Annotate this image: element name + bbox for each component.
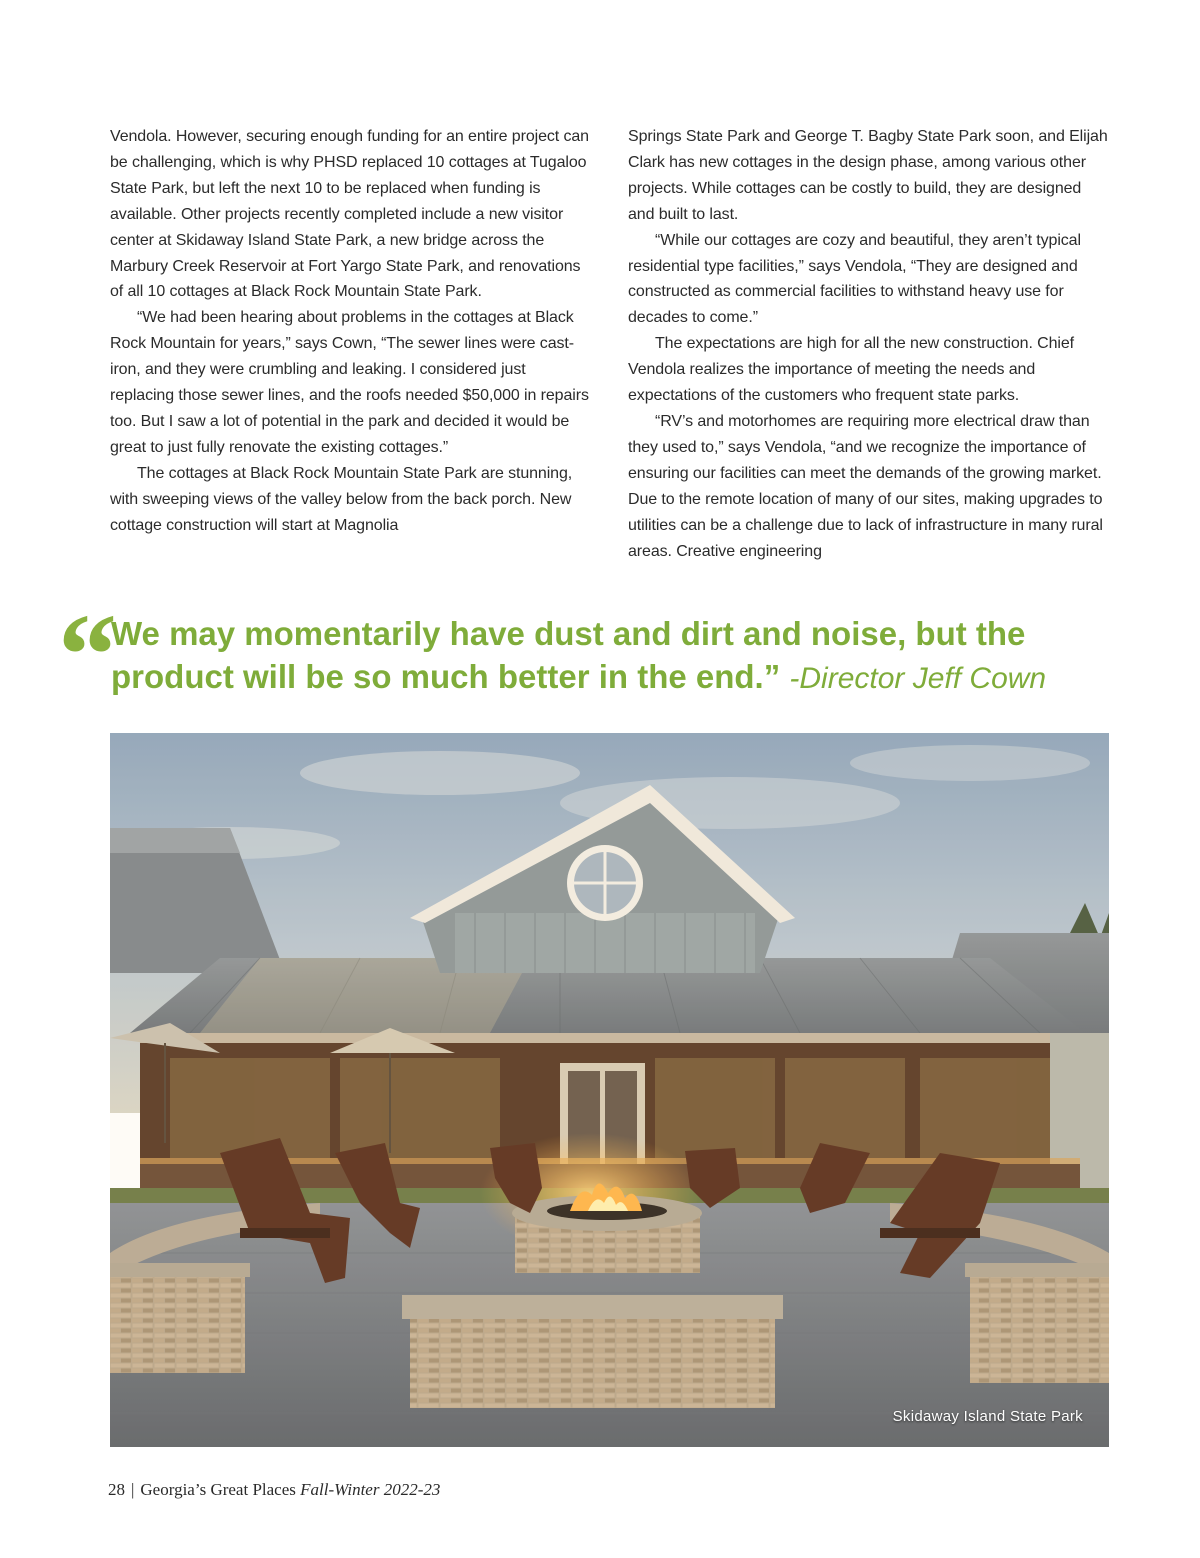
quote-mark-icon: “	[58, 589, 117, 720]
magazine-title: Georgia’s Great Places	[140, 1480, 296, 1499]
article-column-right	[628, 124, 1110, 564]
article-paragraph: The cottages at Black Rock Mountain State Park are stunning, with sweeping views of the valley below from the back porch. New cottage construction will start at Magnolia	[110, 464, 573, 534]
page-number: 28	[108, 1480, 125, 1499]
pull-quote-text	[111, 612, 1111, 700]
article-paragraph: Springs State Park and George T. Bagby State Park soon, and Elijah Clark has new cottages in the design phase, among various other projects. While cottages can be costly to build, they are designed and built to last.	[628, 128, 1108, 223]
article-paragraph: Vendola. However, securing enough funding for an entire project can be challenging, which is why PHSD replaced 10 cottages at Tugaloo State Park, but left the next 10 to be replaced when funding is available. Other projects recently completed include a new visitor center at Skidaway Island State Park, a new bridge across the Marbury Creek Reservoir at Fort Yargo State Park, and renovations of all 10 cottages at Black Rock Mountain State Park.	[110, 128, 589, 301]
park-photo	[110, 733, 1109, 1447]
park-photo-illustration	[110, 733, 1109, 1447]
footer-separator: |	[131, 1480, 135, 1499]
article-paragraph: “RV’s and motorhomes are requiring more electrical draw than they used to,” says Vendola, “and we recognize the importance of ensuring our facilities can meet the demands of the growing market. Due to the remote location of many of our sites, making upgrades to utilities can be a challenge due to lack of infrastructure in many rural areas. Creative engineering	[628, 412, 1103, 560]
article-paragraph: “While our cottages are cozy and beautiful, they aren’t typical residential type facilities,” says Vendola, “They are designed and constructed as commercial facilities to withstand heavy use for decades to come.”	[628, 231, 1081, 327]
pull-quote-attribution: -Director Jeff Cown	[789, 662, 1047, 695]
article-column-left	[110, 124, 592, 539]
article-paragraph: “We had been hearing about problems in the cottages at Black Rock Mountain for years,” says Cown, “The sewer lines were cast-iron, and they were crumbling and leaking. I considered just replacing those sewer lines, and the roofs needed $50,000 in repairs too. But I saw a lot of potential in the park and decided it would be great to just fully renovate the existing cottages.”	[110, 309, 589, 456]
page-footer	[108, 1480, 440, 1500]
issue-label: Fall-Winter 2022-23	[300, 1480, 441, 1499]
photo-caption: Skidaway Island State Park	[892, 1408, 1083, 1425]
article-paragraph: The expectations are high for all the new construction. Chief Vendola realizes the importance of meeting the needs and expectations of the customers who frequent state parks.	[628, 335, 1075, 405]
pull-quote-body: We may momentarily have dust and dirt and noise, but the product will be so much better in the end.”	[111, 615, 1026, 695]
